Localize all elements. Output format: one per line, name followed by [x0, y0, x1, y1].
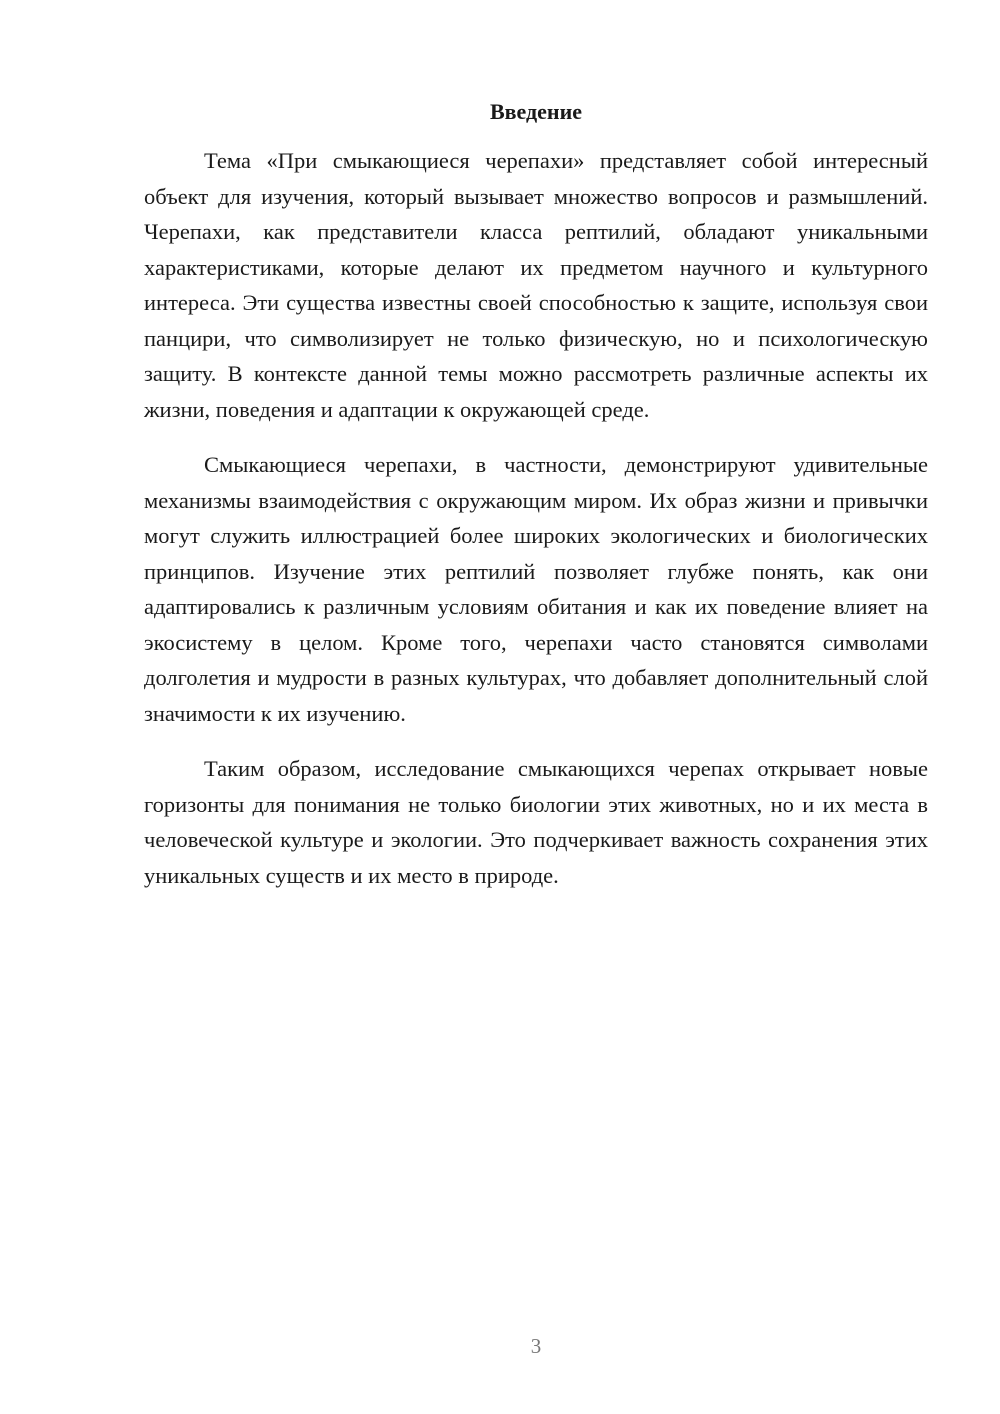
paragraph-2: Смыкающиеся черепахи, в частности, демонстрируют удивительные механизмы взаимодействия с окружающим миром. Их образ жизни и привычки могут служить иллюстрацией более широких экологических и биологических принципов. Изучение этих рептилий позволяет глубже понять, как они адаптировались к различным условиям обитания и как их поведение влияет на экосистему в целом. Кроме того, черепахи часто становятся символами долголетия и мудрости в разных культурах, что добавляет дополнительный слой значимости к их изучению. — [144, 452, 928, 726]
document-body — [144, 143, 928, 913]
paragraph-3: Таким образом, исследование смыкающихся черепах открывает новые горизонты для понимания не только биологии этих животных, но и их места в человеческой культуре и экологии. Это подчеркивает важность сохранения этих уникальных существ и их место в природе. — [144, 756, 928, 888]
page-number: 3 — [530, 1334, 542, 1358]
paragraph-1: Тема «При смыкающиеся черепахи» представляет собой интересный объект для изучения, который вызывает множество вопросов и размышлений. Черепахи, как представители класса рептилий, обладают уникальными характеристиками, которые делают их предметом научного и культурного интереса. Эти существа известны своей способностью к защите, используя свои панцири, что символизирует не только физическую, но и психологическую защиту. В контексте данной темы можно рассмотреть различные аспекты их жизни, поведения и адаптации к окружающей среде. — [144, 148, 928, 422]
section-heading: Введение — [489, 99, 583, 124]
